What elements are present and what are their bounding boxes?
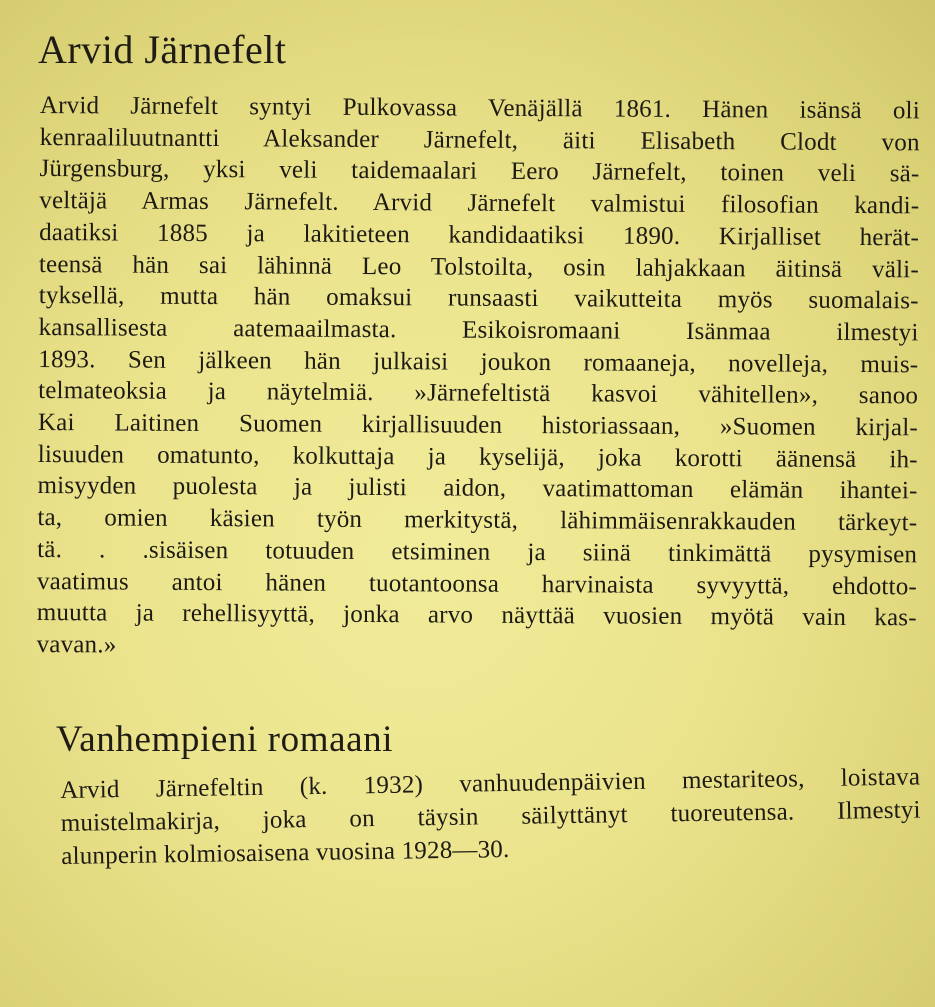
text-line: alunperin kolmiosaisena vuosina 1928—30.	[61, 835, 510, 870]
text-line: teensä hän sai lähinnä Leo Tolstoilta, osin lahjakkaan äitinsä väli-	[38, 250, 920, 283]
text-line: kansallisesta aatemaailmasta. Esikoisromaani Isänmaa ilmestyi	[38, 313, 919, 347]
text-line: Arvid Järnefeltin (k. 1932) vanhuudenpäivien mestariteos, loistava	[60, 763, 921, 804]
text-line: misyyden puolesta ja julisti aidon, vaatimattoman elämän ihantei-	[37, 472, 918, 505]
section-title-author: Arvid Järnefelt	[38, 27, 287, 72]
text-line: Arvid Järnefelt syntyi Pulkovassa Venäjällä 1861. Hänen isänsä oli	[39, 91, 920, 125]
text-line: muistelmakirja, joka on täysin säilyttänyt tuoreutensa. Ilmestyi	[60, 796, 921, 837]
text-line: muutta ja rehellisyyttä, jonka arvo näyttää vuosien myötä vain kas-	[36, 599, 917, 632]
text-line: tyksellä, mutta hän omaksui runsaasti vaikutteita myös suomalais-	[38, 282, 919, 315]
section-title-book: Vanhempieni romaani	[56, 719, 394, 760]
text-line: ta, omien käsien työn merkitystä, lähimmäisenrakkauden tärkeyt-	[37, 504, 918, 537]
book-description	[60, 760, 921, 872]
text-line: kenraaliluutnantti Aleksander Järnefelt, äiti Elisabeth Clodt von	[39, 123, 920, 157]
text-line: 1893. Sen jälkeen hän julkaisi joukon romaaneja, novelleja, muis-	[38, 345, 919, 378]
text-line: daatiksi 1885 ja lakitieteen kandidaatiksi 1890. Kirjalliset herät-	[39, 218, 920, 252]
text-line: lisuuden omatunto, kolkuttaja ja kyselijä, joka korotti äänensä ih-	[37, 440, 918, 474]
author-biography	[37, 90, 920, 666]
text-line: Kai Laitinen Suomen kirjallisuuden historiassaan, »Suomen kirjal-	[37, 409, 919, 442]
text-line: vavan.»	[36, 630, 117, 659]
text-line: telmateoksia ja näytelmiä. »Järnefeltistä kasvoi vähitellen», sanoo	[38, 377, 919, 410]
text-line: tä. . .sisäisen totuuden etsiminen ja siinä tinkimättä pysymisen	[37, 535, 918, 569]
text-line: Jürgensburg, yksi veli taidemaalari Eero Järnefelt, toinen veli sä-	[39, 155, 920, 188]
text-line: veltäjä Armas Järnefelt. Arvid Järnefelt valmistui filosofian kandi-	[39, 187, 920, 220]
text-line: vaatimus antoi hänen tuotantoonsa harvinaista syvyyttä, ehdotto-	[36, 567, 918, 600]
